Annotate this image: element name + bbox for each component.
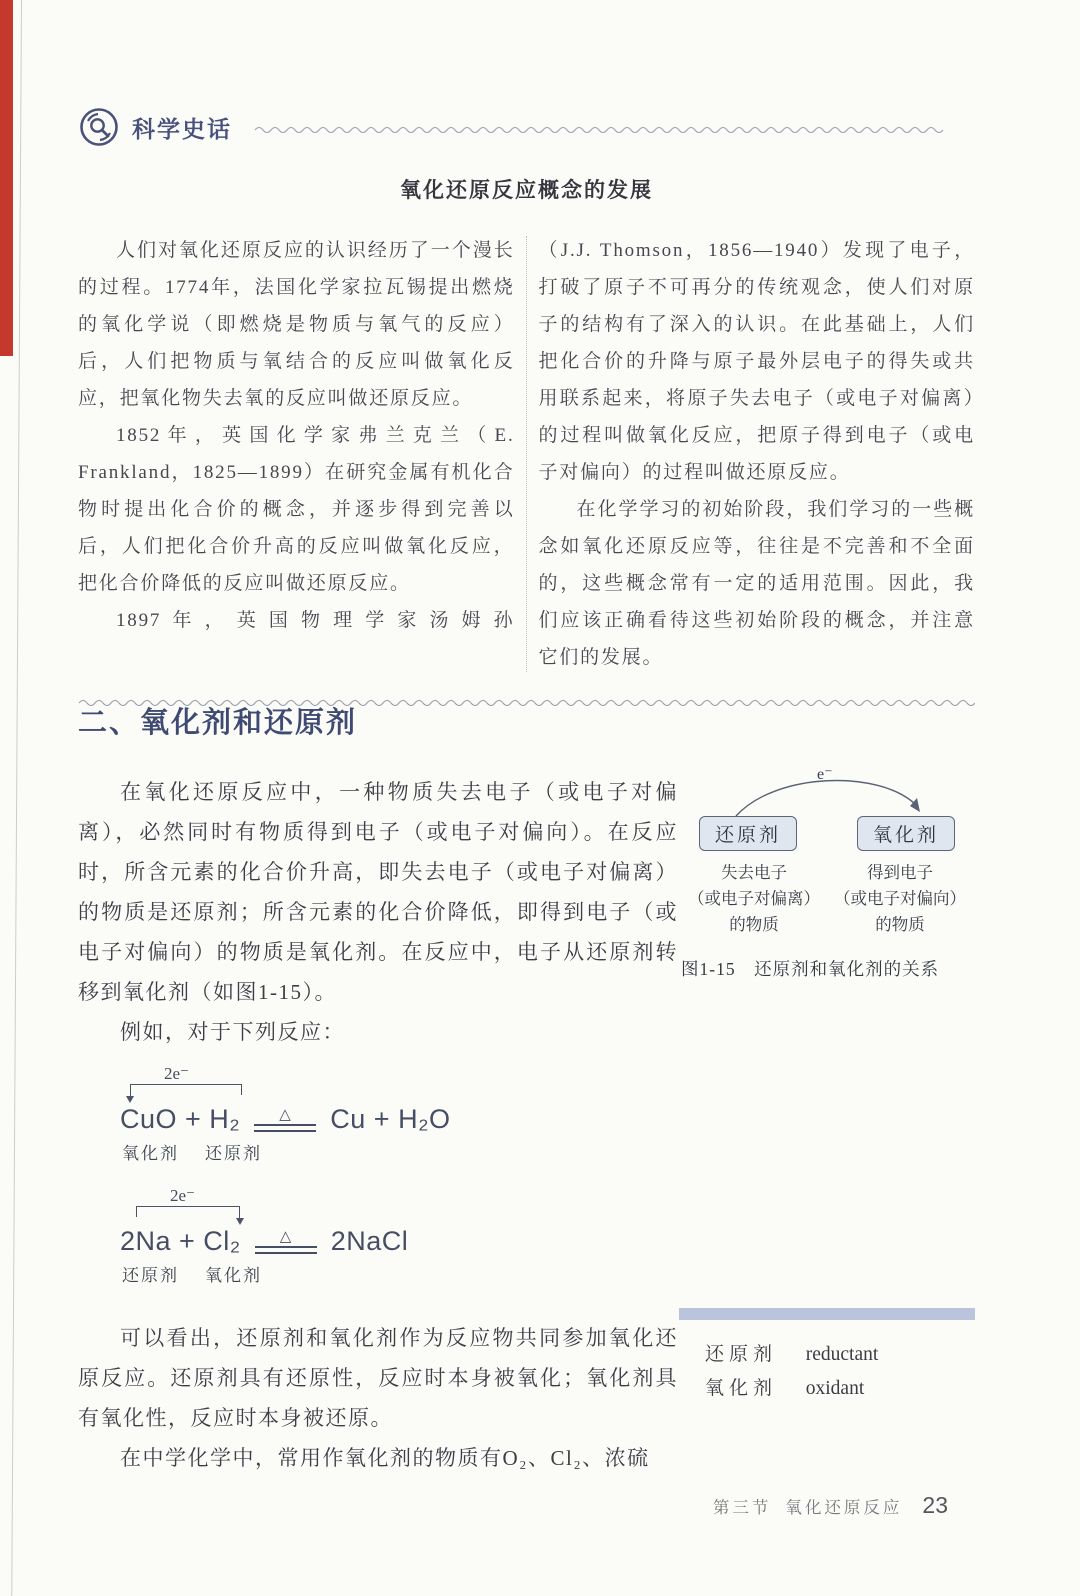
heat-triangle-icon: △: [279, 1227, 292, 1245]
science-history-box: [78, 106, 975, 708]
vocabulary-item: [705, 1338, 975, 1372]
page-footer: [713, 1492, 948, 1519]
science-history-title: 氧化还原反应概念的发展: [400, 179, 653, 202]
agent-label: 氧化剂: [122, 1144, 179, 1163]
equals-heated-sign: [254, 1105, 316, 1132]
desc-line: 的物质: [875, 915, 925, 934]
two-column-text: [78, 232, 975, 676]
electron-count-label: 2e⁻: [164, 1064, 190, 1083]
desc-line: 的物质: [729, 915, 779, 934]
footer-page-number: 23: [922, 1492, 948, 1518]
vocabulary-box: [679, 1308, 975, 1406]
electron-transfer-bracket: [136, 1186, 240, 1226]
science-history-label: 科学史话: [132, 115, 232, 142]
vocabulary-bar: [679, 1308, 975, 1320]
heat-triangle-icon: △: [279, 1105, 292, 1123]
term-zh: 氧化剂: [705, 1378, 778, 1399]
oxidant-description: [827, 860, 973, 938]
equation-row: [120, 1226, 975, 1257]
arrow-down-icon: [126, 1096, 134, 1103]
desc-line: （或电子对偏向）: [834, 889, 966, 908]
paragraph: （J.J. Thomson，1856—1940）发现了电子，打破了原子不可再分的传统观念，使人们对原子的结构有了深入的认识。在此基础上，人们把化合价的升降与原子最外层电子的得失或共用联系起来，将原子失去电子（或电子对偏离）的过程叫做氧化反应，把原子得到电子（或电子对偏向）的过程叫做还原反应。: [538, 240, 975, 483]
rhs-formula: Cu + H₂O: [330, 1104, 451, 1134]
wavy-rule-header: [254, 123, 954, 135]
desc-line: （或电子对偏离）: [688, 889, 820, 908]
electron-count-label: 2e⁻: [170, 1186, 196, 1205]
vocabulary-list: [679, 1338, 975, 1406]
desc-line: 得到电子: [867, 863, 933, 882]
term-zh: 还原剂: [705, 1344, 778, 1365]
science-history-badge-icon: [78, 106, 120, 148]
lhs-formula: CuO + H₂: [120, 1104, 241, 1134]
electron-transfer-arrow: [681, 764, 973, 822]
footer-section-title: 氧化还原反应: [785, 1498, 903, 1517]
arrow-down-icon: [236, 1218, 244, 1225]
agent-label: 还原剂: [205, 1144, 262, 1163]
right-column: [539, 232, 976, 676]
equation-cuo-h2: [120, 1064, 975, 1164]
column-divider: [526, 236, 528, 672]
paragraph-example-lead: 例如，对于下列反应：: [120, 1020, 345, 1044]
figure-caption: 图1-15 还原剂和氧化剂的关系: [681, 959, 940, 979]
term-en: reductant: [805, 1344, 879, 1365]
figure-1-15: [681, 764, 973, 981]
agent-label: 氧化剂: [205, 1266, 262, 1285]
figure-descriptions: [681, 860, 973, 938]
paragraph: 1852年，英国化学家弗兰克兰（E. Frankland，1825—1899）在研究金属有机化合物时提出化合价的概念，并逐步得到完善以后，人们把化合价升高的反应叫做氧化反应，把化合价降低的反应叫做还原反应。: [78, 425, 515, 594]
reductant-box: 还原剂: [699, 816, 797, 851]
oxidant-box: 氧化剂: [857, 816, 955, 851]
electron-transfer-bracket: [130, 1064, 242, 1104]
paragraph-common-oxidants: 在中学化学中，常用作氧化剂的物质有O₂、Cl₂、浓硫: [120, 1446, 650, 1470]
paragraph-definitions: 在氧化还原反应中，一种物质失去电子（或电子对偏离），必然同时有物质得到电子（或电子对偏向）。在反应时，所含元素的化合价升高，即失去电子（或电子对偏离）的物质是还原剂；所含元素的化合价降低，即得到电子（或电子对偏向）的物质是氧化剂。在反应中，电子从还原剂转移到氧化剂（如图1-15）。: [78, 780, 678, 1004]
agent-label: 还原剂: [122, 1266, 179, 1285]
footer-section-label: 第三节: [712, 1498, 772, 1517]
equation-na-cl2: [120, 1186, 975, 1286]
lhs-formula: 2Na + Cl₂: [120, 1226, 241, 1256]
reductant-description: [681, 860, 827, 938]
section-heading: 二、氧化剂和还原剂: [78, 707, 358, 739]
page-edge-red-bar: [0, 0, 13, 356]
paragraph: 1897年，英国物理学家汤姆孙: [116, 610, 515, 631]
equation-labels: [122, 1139, 975, 1164]
equals-heated-sign: [255, 1227, 317, 1254]
left-column: [78, 232, 515, 676]
desc-line: 失去电子: [721, 863, 787, 882]
vocabulary-item: [705, 1372, 975, 1406]
equation-row: [120, 1104, 975, 1135]
main-content: [78, 766, 975, 1478]
science-history-header: [78, 106, 975, 148]
rhs-formula: 2NaCl: [330, 1226, 409, 1256]
paragraph: 在化学学习的初始阶段，我们学习的一些概念如氧化还原反应等，往往是不完善和不全面的，这些概念常有一定的适用范围。因此，我们应该正确看待这些初始阶段的概念，并注意它们的发展。: [538, 499, 975, 668]
paragraph-conclusion: 可以看出，还原剂和氧化剂作为反应物共同参加氧化还原反应。还原剂具有还原性，反应时本身被氧化；氧化剂具有氧化性，反应时本身被还原。: [78, 1326, 678, 1430]
equation-labels: [122, 1261, 975, 1286]
electron-label: e⁻: [817, 766, 833, 783]
figure-boxes: [681, 816, 973, 851]
term-en: oxidant: [805, 1378, 865, 1399]
paragraph: 人们对氧化还原反应的认识经历了一个漫长的过程。1774年，法国化学家拉瓦锡提出燃烧的氧化学说（即燃烧是物质与氧气的反应）后，人们把物质与氧结合的反应叫做氧化反应，把氧化物失去氧的反应叫做还原反应。: [78, 240, 515, 409]
